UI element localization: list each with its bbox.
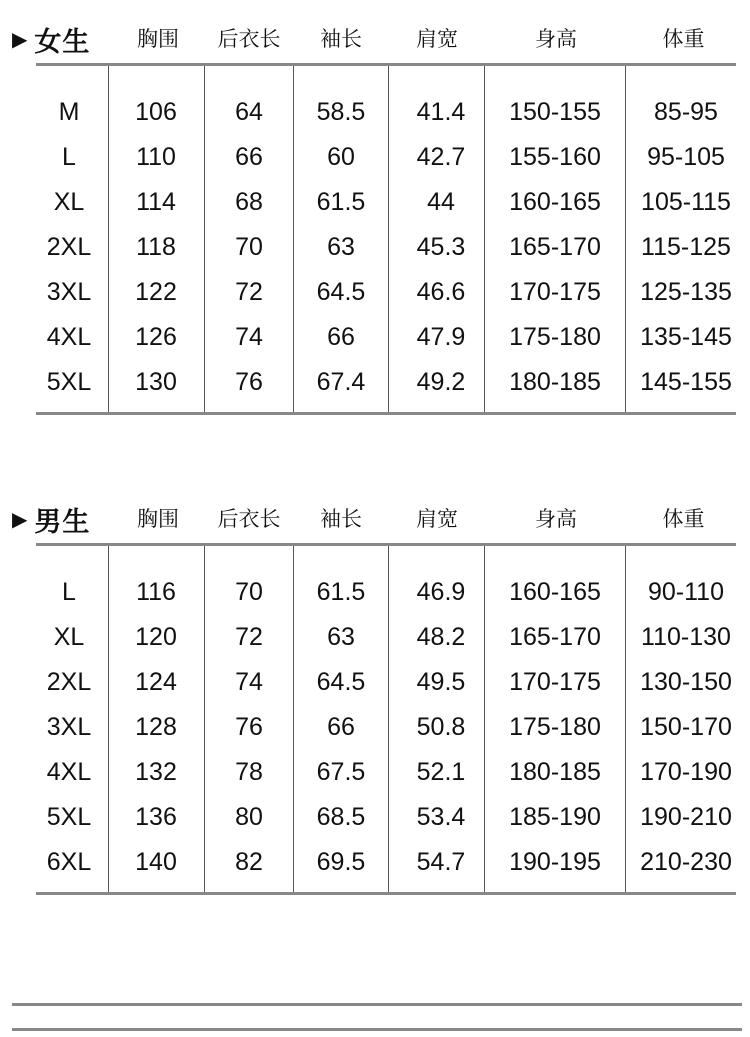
cell-shoulder-width: 52.1 (416, 758, 466, 786)
female-header (0, 0, 750, 62)
cell-height: 170-175 (509, 668, 601, 696)
cell-chest: 140 (135, 848, 177, 876)
cell-shoulder-width: 42.7 (416, 143, 466, 171)
cell-height: 185-190 (509, 803, 601, 831)
column-header-sleeve-length: 袖长 (320, 27, 362, 51)
cell-size: L (62, 143, 76, 171)
cell-weight: 110-130 (641, 623, 731, 651)
male-bottom-rule (36, 892, 736, 895)
cell-weight: 190-210 (640, 803, 732, 831)
cell-back-length: 68 (235, 188, 263, 216)
cell-shoulder-width: 46.6 (416, 278, 466, 306)
cell-chest: 136 (135, 803, 177, 831)
cell-back-length: 82 (235, 848, 263, 876)
table-row (0, 270, 750, 315)
table-row (0, 795, 750, 840)
cell-back-length: 80 (235, 803, 263, 831)
cell-back-length: 76 (235, 368, 263, 396)
female-size-table (0, 0, 750, 420)
cell-sleeve-length: 67.4 (316, 368, 366, 396)
cell-sleeve-length: 68.5 (316, 803, 366, 831)
cell-weight: 210-230 (640, 848, 732, 876)
cell-chest: 116 (136, 578, 176, 606)
cell-back-length: 76 (235, 713, 263, 741)
cell-weight: 130-150 (640, 668, 732, 696)
column-header-shoulder-width: 肩宽 (416, 27, 458, 51)
cell-shoulder-width: 45.3 (416, 233, 466, 261)
cell-weight: 150-170 (640, 713, 732, 741)
cell-chest: 120 (135, 623, 177, 651)
cell-size: 5XL (46, 803, 92, 831)
column-header-weight: 体重 (662, 27, 705, 51)
female-title-text: 女生 (34, 26, 91, 58)
female-top-rule (36, 63, 736, 66)
cell-size: 6XL (46, 848, 92, 876)
cell-weight: 90-110 (648, 578, 724, 606)
cell-weight: 105-115 (641, 188, 731, 216)
cell-weight: 95-105 (647, 143, 725, 171)
column-header-height: 身高 (535, 507, 577, 531)
cell-chest: 110 (136, 143, 176, 171)
cell-chest: 132 (135, 758, 177, 786)
table-row (0, 360, 750, 405)
cell-back-length: 74 (235, 668, 263, 696)
cell-back-length: 66 (235, 143, 263, 171)
cell-shoulder-width: 49.2 (416, 368, 466, 396)
cell-sleeve-length: 66 (327, 713, 355, 741)
cell-size: 2XL (46, 668, 92, 696)
column-header-weight: 体重 (662, 507, 705, 531)
table-row (0, 90, 750, 135)
cell-chest: 106 (135, 98, 177, 126)
female-title (12, 22, 90, 56)
cell-chest: 130 (135, 368, 177, 396)
cell-size: 5XL (46, 368, 92, 396)
cell-shoulder-width: 48.2 (416, 623, 466, 651)
cell-sleeve-length: 61.5 (316, 578, 366, 606)
cell-weight: 170-190 (640, 758, 732, 786)
cell-sleeve-length: 63 (327, 233, 355, 261)
cell-size: 3XL (46, 713, 92, 741)
cell-sleeve-length: 64.5 (316, 668, 366, 696)
table-row (0, 660, 750, 705)
cell-size: 3XL (46, 278, 92, 306)
table-row (0, 225, 750, 270)
page-bottom-rule (12, 1003, 742, 1006)
cell-size: M (58, 98, 80, 126)
cell-weight: 145-155 (640, 368, 732, 396)
cell-shoulder-width: 49.5 (416, 668, 466, 696)
cell-back-length: 74 (235, 323, 263, 351)
cell-shoulder-width: 47.9 (416, 323, 466, 351)
table-row (0, 315, 750, 360)
cell-shoulder-width: 54.7 (416, 848, 466, 876)
male-size-table (0, 480, 750, 900)
column-header-chest: 胸围 (137, 27, 179, 51)
triangle-right-icon: ▶ (12, 507, 29, 531)
cell-back-length: 72 (235, 278, 263, 306)
cell-height: 160-165 (509, 578, 601, 606)
cell-size: XL (53, 188, 85, 216)
cell-shoulder-width: 44 (427, 188, 455, 216)
cell-back-length: 78 (235, 758, 263, 786)
column-header-height: 身高 (535, 27, 577, 51)
cell-sleeve-length: 58.5 (316, 98, 366, 126)
table-row (0, 750, 750, 795)
table-row (0, 570, 750, 615)
cell-height: 150-155 (509, 98, 601, 126)
cell-size: 4XL (46, 323, 92, 351)
cell-height: 165-170 (509, 233, 601, 261)
cell-sleeve-length: 69.5 (316, 848, 366, 876)
cell-back-length: 70 (235, 233, 263, 261)
table-row (0, 615, 750, 660)
cell-back-length: 64 (235, 98, 263, 126)
cell-weight: 115-125 (641, 233, 731, 261)
cell-back-length: 72 (235, 623, 263, 651)
male-title (12, 502, 90, 536)
cell-sleeve-length: 63 (327, 623, 355, 651)
cell-shoulder-width: 53.4 (416, 803, 466, 831)
table-row (0, 705, 750, 750)
column-header-shoulder-width: 肩宽 (416, 507, 458, 531)
column-header-chest: 胸围 (137, 507, 179, 531)
column-header-back-length: 后衣长 (217, 507, 281, 531)
cell-chest: 124 (135, 668, 177, 696)
cell-height: 170-175 (509, 278, 601, 306)
cell-height: 180-185 (509, 758, 601, 786)
cell-size: 2XL (46, 233, 92, 261)
cell-back-length: 70 (235, 578, 263, 606)
column-header-back-length: 后衣长 (217, 27, 281, 51)
cell-height: 155-160 (509, 143, 601, 171)
male-header (0, 480, 750, 542)
cell-weight: 85-95 (654, 98, 718, 126)
female-bottom-rule (36, 412, 736, 415)
cell-shoulder-width: 46.9 (416, 578, 466, 606)
cell-height: 175-180 (509, 323, 601, 351)
cell-sleeve-length: 67.5 (316, 758, 366, 786)
cell-height: 180-185 (509, 368, 601, 396)
cell-height: 175-180 (509, 713, 601, 741)
cell-height: 190-195 (509, 848, 601, 876)
male-title-text: 男生 (34, 506, 91, 538)
cell-chest: 118 (136, 233, 176, 261)
triangle-right-icon: ▶ (12, 27, 29, 51)
cell-sleeve-length: 60 (327, 143, 355, 171)
cell-sleeve-length: 66 (327, 323, 355, 351)
column-header-sleeve-length: 袖长 (320, 507, 362, 531)
cell-size: 4XL (46, 758, 92, 786)
male-top-rule (36, 543, 736, 546)
page-bottom-rule (12, 1028, 742, 1031)
cell-sleeve-length: 64.5 (316, 278, 366, 306)
cell-size: L (62, 578, 76, 606)
cell-chest: 126 (135, 323, 177, 351)
cell-shoulder-width: 50.8 (416, 713, 466, 741)
cell-weight: 125-135 (640, 278, 732, 306)
table-row (0, 840, 750, 885)
table-row (0, 135, 750, 180)
cell-sleeve-length: 61.5 (316, 188, 366, 216)
table-row (0, 180, 750, 225)
cell-chest: 128 (135, 713, 177, 741)
cell-height: 160-165 (509, 188, 601, 216)
cell-shoulder-width: 41.4 (416, 98, 466, 126)
cell-chest: 114 (136, 188, 176, 216)
cell-size: XL (53, 623, 85, 651)
cell-height: 165-170 (509, 623, 601, 651)
cell-weight: 135-145 (640, 323, 732, 351)
cell-chest: 122 (135, 278, 177, 306)
